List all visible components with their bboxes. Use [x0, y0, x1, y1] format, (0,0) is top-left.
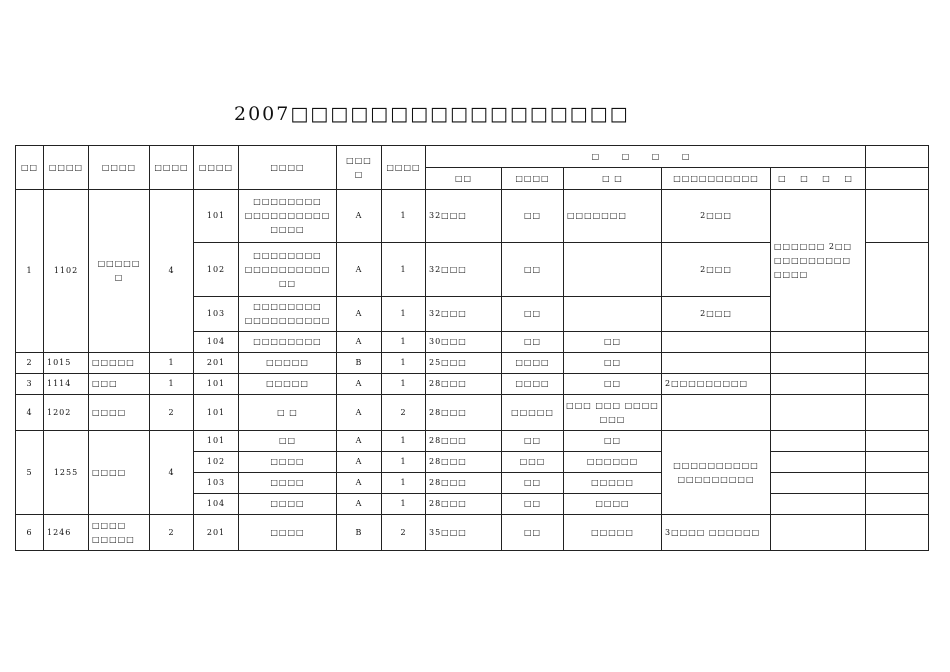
- count-cell: 1: [382, 297, 426, 332]
- category-cell: A: [337, 473, 382, 494]
- position-name-cell: □□□□□: [239, 374, 337, 395]
- recruitment-table: [15, 145, 929, 551]
- blank-cell: [866, 452, 929, 473]
- total-cell: 2: [150, 515, 194, 551]
- unit-code-cell: 1015: [44, 353, 89, 374]
- other-cell: 2□□□: [662, 243, 771, 297]
- category-cell: A: [337, 494, 382, 515]
- unit-name-cell: □□□□□: [89, 353, 150, 374]
- header-position-name: □□□□: [239, 146, 337, 190]
- count-cell: 1: [382, 332, 426, 353]
- category-cell: A: [337, 332, 382, 353]
- major-cell: □□□□□: [564, 515, 662, 551]
- education-cell: □□: [502, 473, 564, 494]
- unit-name-cell: □□□□: [89, 395, 150, 431]
- header-remark: □ □ □ □: [771, 168, 866, 190]
- total-cell: 1: [150, 353, 194, 374]
- blank-cell: [866, 374, 929, 395]
- position-name-cell: □□□□□: [239, 353, 337, 374]
- position-code-cell: 101: [194, 431, 239, 452]
- age-cell: 25□□□: [426, 353, 502, 374]
- education-cell: □□: [502, 515, 564, 551]
- age-cell: 28□□□: [426, 431, 502, 452]
- major-cell: □□□ □□□ □□□□ □□□: [564, 395, 662, 431]
- seq-cell: 2: [16, 353, 44, 374]
- category-cell: A: [337, 190, 382, 243]
- age-cell: 28□□□: [426, 494, 502, 515]
- category-cell: B: [337, 353, 382, 374]
- blank-cell: [866, 243, 929, 332]
- education-cell: □□□: [502, 452, 564, 473]
- table-row: [16, 353, 929, 374]
- position-code-cell: 101: [194, 374, 239, 395]
- remark-cell: [771, 431, 866, 452]
- remark-cell: [771, 395, 866, 431]
- table-row: [16, 395, 929, 431]
- major-cell: [564, 243, 662, 297]
- remark-cell: [771, 353, 866, 374]
- position-code-cell: 104: [194, 494, 239, 515]
- remark-cell: [771, 452, 866, 473]
- position-name-cell: □□□□: [239, 473, 337, 494]
- unit-code-cell: 1202: [44, 395, 89, 431]
- total-cell: 4: [150, 190, 194, 353]
- header-major: □ □: [564, 168, 662, 190]
- position-name-cell: □□: [239, 431, 337, 452]
- age-cell: 32□□□: [426, 243, 502, 297]
- blank-cell: [866, 473, 929, 494]
- unit-name-cell: □□□□□ □: [89, 190, 150, 353]
- unit-name-cell: □□□□ □□□□□: [89, 515, 150, 551]
- other-cell: 2□□□□□□□□□: [662, 374, 771, 395]
- category-cell: A: [337, 374, 382, 395]
- count-cell: 1: [382, 494, 426, 515]
- header-row: [16, 146, 929, 168]
- position-name-cell: □□□□: [239, 452, 337, 473]
- blank-cell: [866, 395, 929, 431]
- position-code-cell: 101: [194, 190, 239, 243]
- remark-cell: □□□□□□ 2□□ □□□□□□□□□ □□□□: [771, 190, 866, 332]
- position-name-cell: □□□□□□□□ □□□□□□□□□□ □□: [239, 243, 337, 297]
- table-row: [16, 431, 929, 452]
- position-code-cell: 103: [194, 473, 239, 494]
- header-unit-code: □□□□: [44, 146, 89, 190]
- seq-cell: 6: [16, 515, 44, 551]
- age-cell: 28□□□: [426, 452, 502, 473]
- seq-cell: 5: [16, 431, 44, 515]
- major-cell: □□□□□: [564, 473, 662, 494]
- category-cell: B: [337, 515, 382, 551]
- education-cell: □□: [502, 431, 564, 452]
- education-cell: □□□□: [502, 353, 564, 374]
- other-cell: 2□□□: [662, 297, 771, 332]
- table-row: [16, 515, 929, 551]
- header-total: □□□□: [150, 146, 194, 190]
- unit-code-cell: 1246: [44, 515, 89, 551]
- seq-cell: 3: [16, 374, 44, 395]
- position-name-cell: □□□□□□□□: [239, 332, 337, 353]
- header-unit-name: □□□□: [89, 146, 150, 190]
- table-row: [16, 190, 929, 243]
- other-cell: □□□□□□□□□□ □□□□□□□□□: [662, 431, 771, 515]
- unit-name-cell: □□□□: [89, 431, 150, 515]
- other-cell: [662, 395, 771, 431]
- age-cell: 35□□□: [426, 515, 502, 551]
- education-cell: □□: [502, 297, 564, 332]
- unit-name-cell: □□□: [89, 374, 150, 395]
- remark-cell: [771, 473, 866, 494]
- position-code-cell: 104: [194, 332, 239, 353]
- position-code-cell: 103: [194, 297, 239, 332]
- unit-code-cell: 1255: [44, 431, 89, 515]
- position-code-cell: 201: [194, 515, 239, 551]
- total-cell: 4: [150, 431, 194, 515]
- count-cell: 2: [382, 515, 426, 551]
- category-cell: A: [337, 297, 382, 332]
- major-cell: □□□□□□: [564, 452, 662, 473]
- count-cell: 1: [382, 452, 426, 473]
- major-cell: □□: [564, 353, 662, 374]
- blank-cell: [866, 332, 929, 353]
- header-education: □□□□: [502, 168, 564, 190]
- seq-cell: 1: [16, 190, 44, 353]
- category-cell: A: [337, 395, 382, 431]
- blank-cell: [866, 515, 929, 551]
- blank-cell: [866, 494, 929, 515]
- total-cell: 2: [150, 395, 194, 431]
- header-conditions: □ □ □ □: [426, 146, 866, 168]
- education-cell: □□: [502, 332, 564, 353]
- other-cell: [662, 332, 771, 353]
- category-cell: A: [337, 431, 382, 452]
- position-code-cell: 101: [194, 395, 239, 431]
- age-cell: 32□□□: [426, 190, 502, 243]
- position-code-cell: 102: [194, 243, 239, 297]
- age-cell: 28□□□: [426, 395, 502, 431]
- other-cell: [662, 353, 771, 374]
- age-cell: 32□□□: [426, 297, 502, 332]
- header-category: □□□ □: [337, 146, 382, 190]
- blank-cell: [866, 431, 929, 452]
- category-cell: A: [337, 452, 382, 473]
- major-cell: [564, 297, 662, 332]
- header-blank-2: [866, 168, 929, 190]
- major-cell: □□: [564, 374, 662, 395]
- education-cell: □□□□: [502, 374, 564, 395]
- position-name-cell: □□□□□□□□ □□□□□□□□□□: [239, 297, 337, 332]
- major-cell: □□□□: [564, 494, 662, 515]
- remark-cell: [771, 515, 866, 551]
- unit-code-cell: 1102: [44, 190, 89, 353]
- education-cell: □□: [502, 243, 564, 297]
- age-cell: 28□□□: [426, 473, 502, 494]
- count-cell: 2: [382, 395, 426, 431]
- other-cell: 3□□□□ □□□□□□: [662, 515, 771, 551]
- header-other: □□□□□□□□□□: [662, 168, 771, 190]
- seq-cell: 4: [16, 395, 44, 431]
- header-count: □□□□: [382, 146, 426, 190]
- blank-cell: [866, 353, 929, 374]
- remark-cell: [771, 374, 866, 395]
- position-name-cell: □□□□: [239, 494, 337, 515]
- position-code-cell: 102: [194, 452, 239, 473]
- position-code-cell: 201: [194, 353, 239, 374]
- header-age: □□: [426, 168, 502, 190]
- age-cell: 30□□□: [426, 332, 502, 353]
- education-cell: □□: [502, 494, 564, 515]
- total-cell: 1: [150, 374, 194, 395]
- other-cell: 2□□□: [662, 190, 771, 243]
- count-cell: 1: [382, 190, 426, 243]
- unit-code-cell: 1114: [44, 374, 89, 395]
- major-cell: □□: [564, 431, 662, 452]
- position-name-cell: □□□□: [239, 515, 337, 551]
- major-cell: □□□□□□□: [564, 190, 662, 243]
- header-blank: [866, 146, 929, 168]
- table-row: [16, 374, 929, 395]
- education-cell: □□□□□: [502, 395, 564, 431]
- count-cell: 1: [382, 374, 426, 395]
- count-cell: 1: [382, 431, 426, 452]
- position-name-cell: □□□□□□□□ □□□□□□□□□□ □□□□: [239, 190, 337, 243]
- count-cell: 1: [382, 473, 426, 494]
- count-cell: 1: [382, 353, 426, 374]
- header-seq: □□: [16, 146, 44, 190]
- header-position-code: □□□□: [194, 146, 239, 190]
- education-cell: □□: [502, 190, 564, 243]
- remark-cell: [771, 494, 866, 515]
- remark-cell: [771, 332, 866, 353]
- category-cell: A: [337, 243, 382, 297]
- count-cell: 1: [382, 243, 426, 297]
- position-name-cell: □ □: [239, 395, 337, 431]
- blank-cell: [866, 190, 929, 243]
- page-title: 2007□□□□□□□□□□□□□□□□□: [234, 103, 630, 125]
- age-cell: 28□□□: [426, 374, 502, 395]
- major-cell: □□: [564, 332, 662, 353]
